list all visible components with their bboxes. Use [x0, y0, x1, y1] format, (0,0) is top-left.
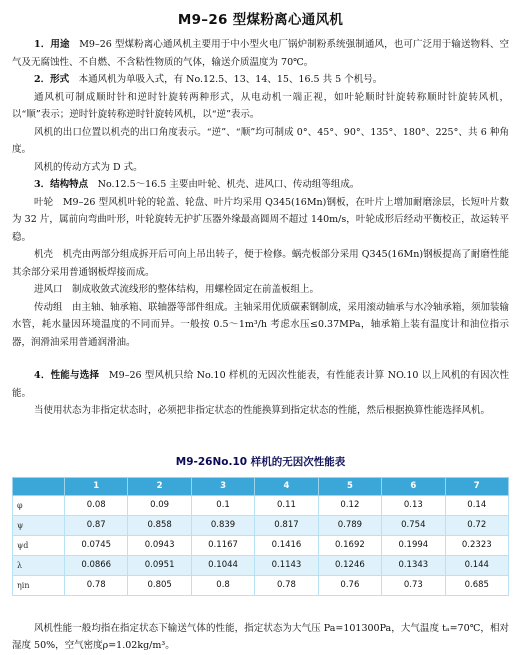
- table-cell: 0.72: [445, 515, 508, 535]
- row-symbol: ψd: [13, 535, 65, 555]
- table-row: [13, 555, 509, 575]
- table-cell: 0.858: [128, 515, 191, 535]
- table-cell: 0.1: [191, 495, 254, 515]
- row-symbol: φ: [13, 495, 65, 515]
- spacer: [12, 351, 509, 367]
- table-cell: 0.1044: [191, 555, 254, 575]
- paragraph-text: 风机的传动方式为 D 式。: [34, 161, 143, 173]
- table-header-row: [13, 477, 509, 495]
- section-heading: 1．用途: [34, 39, 70, 50]
- table-cell: 0.14: [445, 495, 508, 515]
- paragraph: [12, 159, 509, 177]
- table-cell: 0.11: [255, 495, 318, 515]
- table-cell: 0.12: [318, 495, 381, 515]
- table-cell: 0.78: [255, 575, 318, 595]
- table-cell: 0.144: [445, 555, 508, 575]
- table-cell: 0.13: [382, 495, 445, 515]
- table-row: [13, 575, 509, 595]
- table-cell: 0.87: [65, 515, 128, 535]
- table-cell: 0.1994: [382, 535, 445, 555]
- paragraph: [12, 246, 509, 281]
- paragraph-text: 进风口 制成收敛式流线形的整体结构，用螺栓固定在前盖板组上。: [34, 284, 320, 295]
- paragraph-text: M9–26 型风机只给 No.10 样机的无因次性能表，有性能表计算 NO.10 以上风机的有因次性能。: [12, 370, 509, 399]
- paragraph: [12, 281, 509, 299]
- paragraph-text: 本通风机为单吸入式，有 No.12.5、13、14、15、16.5 共 5 个机号。: [69, 74, 383, 85]
- table-body: [13, 495, 509, 595]
- paragraph-text: 风机的出口位置以机壳的出口角度表示。“逆”、“顺”均可制成 0°、45°、90°、135°、180°、225°、共 6 种角度。: [12, 126, 509, 155]
- table-cell: 0.839: [191, 515, 254, 535]
- table-cell: 0.1692: [318, 535, 381, 555]
- paragraph-text: 通风机可制成顺时针和逆时针旋转两种形式，从电动机一端正视，如叶轮顺时针旋转称顺时针旋转风机，以“顺”表示；逆时针旋转称逆时针旋转风机，以“逆”表示。: [12, 91, 509, 120]
- page-title: M9–26 型煤粉离心通风机: [177, 12, 344, 28]
- table-cell: 0.754: [382, 515, 445, 535]
- table-cell: 0.76: [318, 575, 381, 595]
- table-cell: 0.09: [128, 495, 191, 515]
- paragraph: [12, 124, 509, 159]
- table-cell: 0.1246: [318, 555, 381, 575]
- table-title: M9-26No.10 样机的无因次性能表: [175, 455, 346, 468]
- body-text: [12, 36, 509, 420]
- table-row: [13, 495, 509, 515]
- paragraph-text: 传动组 由主轴、轴承箱、联轴器等部件组成。主轴采用优质碳素钢制成，采用滚动轴承与水冷轴承箱，须加装输水管，耗水量因环境温度的不同而异。一般按 0.5～1m³/h 考虑水压≤0.37MPa，轴承箱上装有温度计和油位指示器，润滑油采用普通润滑油。: [12, 301, 510, 348]
- table-cell: 0.789: [318, 515, 381, 535]
- paragraph: [12, 299, 509, 352]
- paragraph-text: No.12.5～16.5 主要由叶轮、机壳、进风口、传动组等组成。: [88, 179, 360, 190]
- table-cell: 0.817: [255, 515, 318, 535]
- footer-note: 风机性能一般均指在指定状态下输送气体的性能，指定状态为大气压 Pa=101300Pa，大气温度 tₐ=70℃，相对湿度 50%，空气密度ρ=1.02kg/m³。: [12, 622, 509, 651]
- row-symbol: λ: [13, 555, 65, 575]
- table-cell: 0.1167: [191, 535, 254, 555]
- table-cell: 0.1143: [255, 555, 318, 575]
- paragraph: [12, 194, 509, 247]
- table-row: [13, 535, 509, 555]
- paragraph: [12, 367, 509, 402]
- table-header-cell: 6: [382, 477, 445, 495]
- table-cell: 0.0951: [128, 555, 191, 575]
- table-cell: 0.805: [128, 575, 191, 595]
- table-cell: 0.78: [65, 575, 128, 595]
- table-header-cell: 4: [255, 477, 318, 495]
- table-header-cell: 1: [65, 477, 128, 495]
- section-heading: 2．形式: [34, 74, 70, 85]
- table-cell: 0.0866: [65, 555, 128, 575]
- paragraph-text: M9–26 型煤粉离心通风机主要用于中小型火电厂锅炉制粉系统强制通风，也可广泛用于输送物料、空气及无腐蚀性、不自燃、不含粘性物质的气体，输送介质温度为 70℃。: [12, 39, 509, 68]
- table-cell: 0.685: [445, 575, 508, 595]
- performance-table: [12, 477, 509, 596]
- row-symbol: ψ: [13, 515, 65, 535]
- table-header-cell: 2: [128, 477, 191, 495]
- table-header-cell: 5: [318, 477, 381, 495]
- paragraph: [12, 89, 509, 124]
- table-cell: 0.8: [191, 575, 254, 595]
- section-heading: 4．性能与选择: [34, 370, 100, 381]
- table-header-cell: 3: [191, 477, 254, 495]
- paragraph: [12, 36, 509, 71]
- table-row: [13, 515, 509, 535]
- paragraph-text: 机壳 机壳由两部分组成拆开后可向上吊出转子，便于检修。蜗壳板部分采用 Q345(16Mn)钢板提高了耐磨性能其余部分采用普通钢板焊接而成。: [12, 249, 509, 278]
- table-cell: 0.0745: [65, 535, 128, 555]
- paragraph-text: 当使用状态为非指定状态时，必须把非指定状态的性能换算到指定状态的性能，然后根据换算性能选择风机。: [34, 405, 491, 416]
- table-cell: 0.1343: [382, 555, 445, 575]
- table-cell: 0.2323: [445, 535, 508, 555]
- table-cell: 0.08: [65, 495, 128, 515]
- table-cell: 0.1416: [255, 535, 318, 555]
- table-cell: 0.0943: [128, 535, 191, 555]
- table-header-corner: [13, 477, 65, 495]
- paragraph: [12, 176, 509, 194]
- paragraph: [12, 402, 509, 420]
- section-heading: 3．结构特点: [34, 179, 89, 190]
- paragraph: [12, 71, 509, 89]
- table-cell: 0.73: [382, 575, 445, 595]
- table-header-cell: 7: [445, 477, 508, 495]
- paragraph-text: 叶轮 M9–26 型风机叶轮的轮盖、轮盘、叶片均采用 Q345(16Mn)钢板，在叶片上增加耐磨涂层，长短叶片数为 32 片，属前向弯曲叶形，叶轮旋转无护扩压器外缘最高圆周不超过 140m/s，叶轮成形后经动平衡校正，故运转平稳。: [12, 196, 509, 243]
- row-symbol: ηin: [13, 575, 65, 595]
